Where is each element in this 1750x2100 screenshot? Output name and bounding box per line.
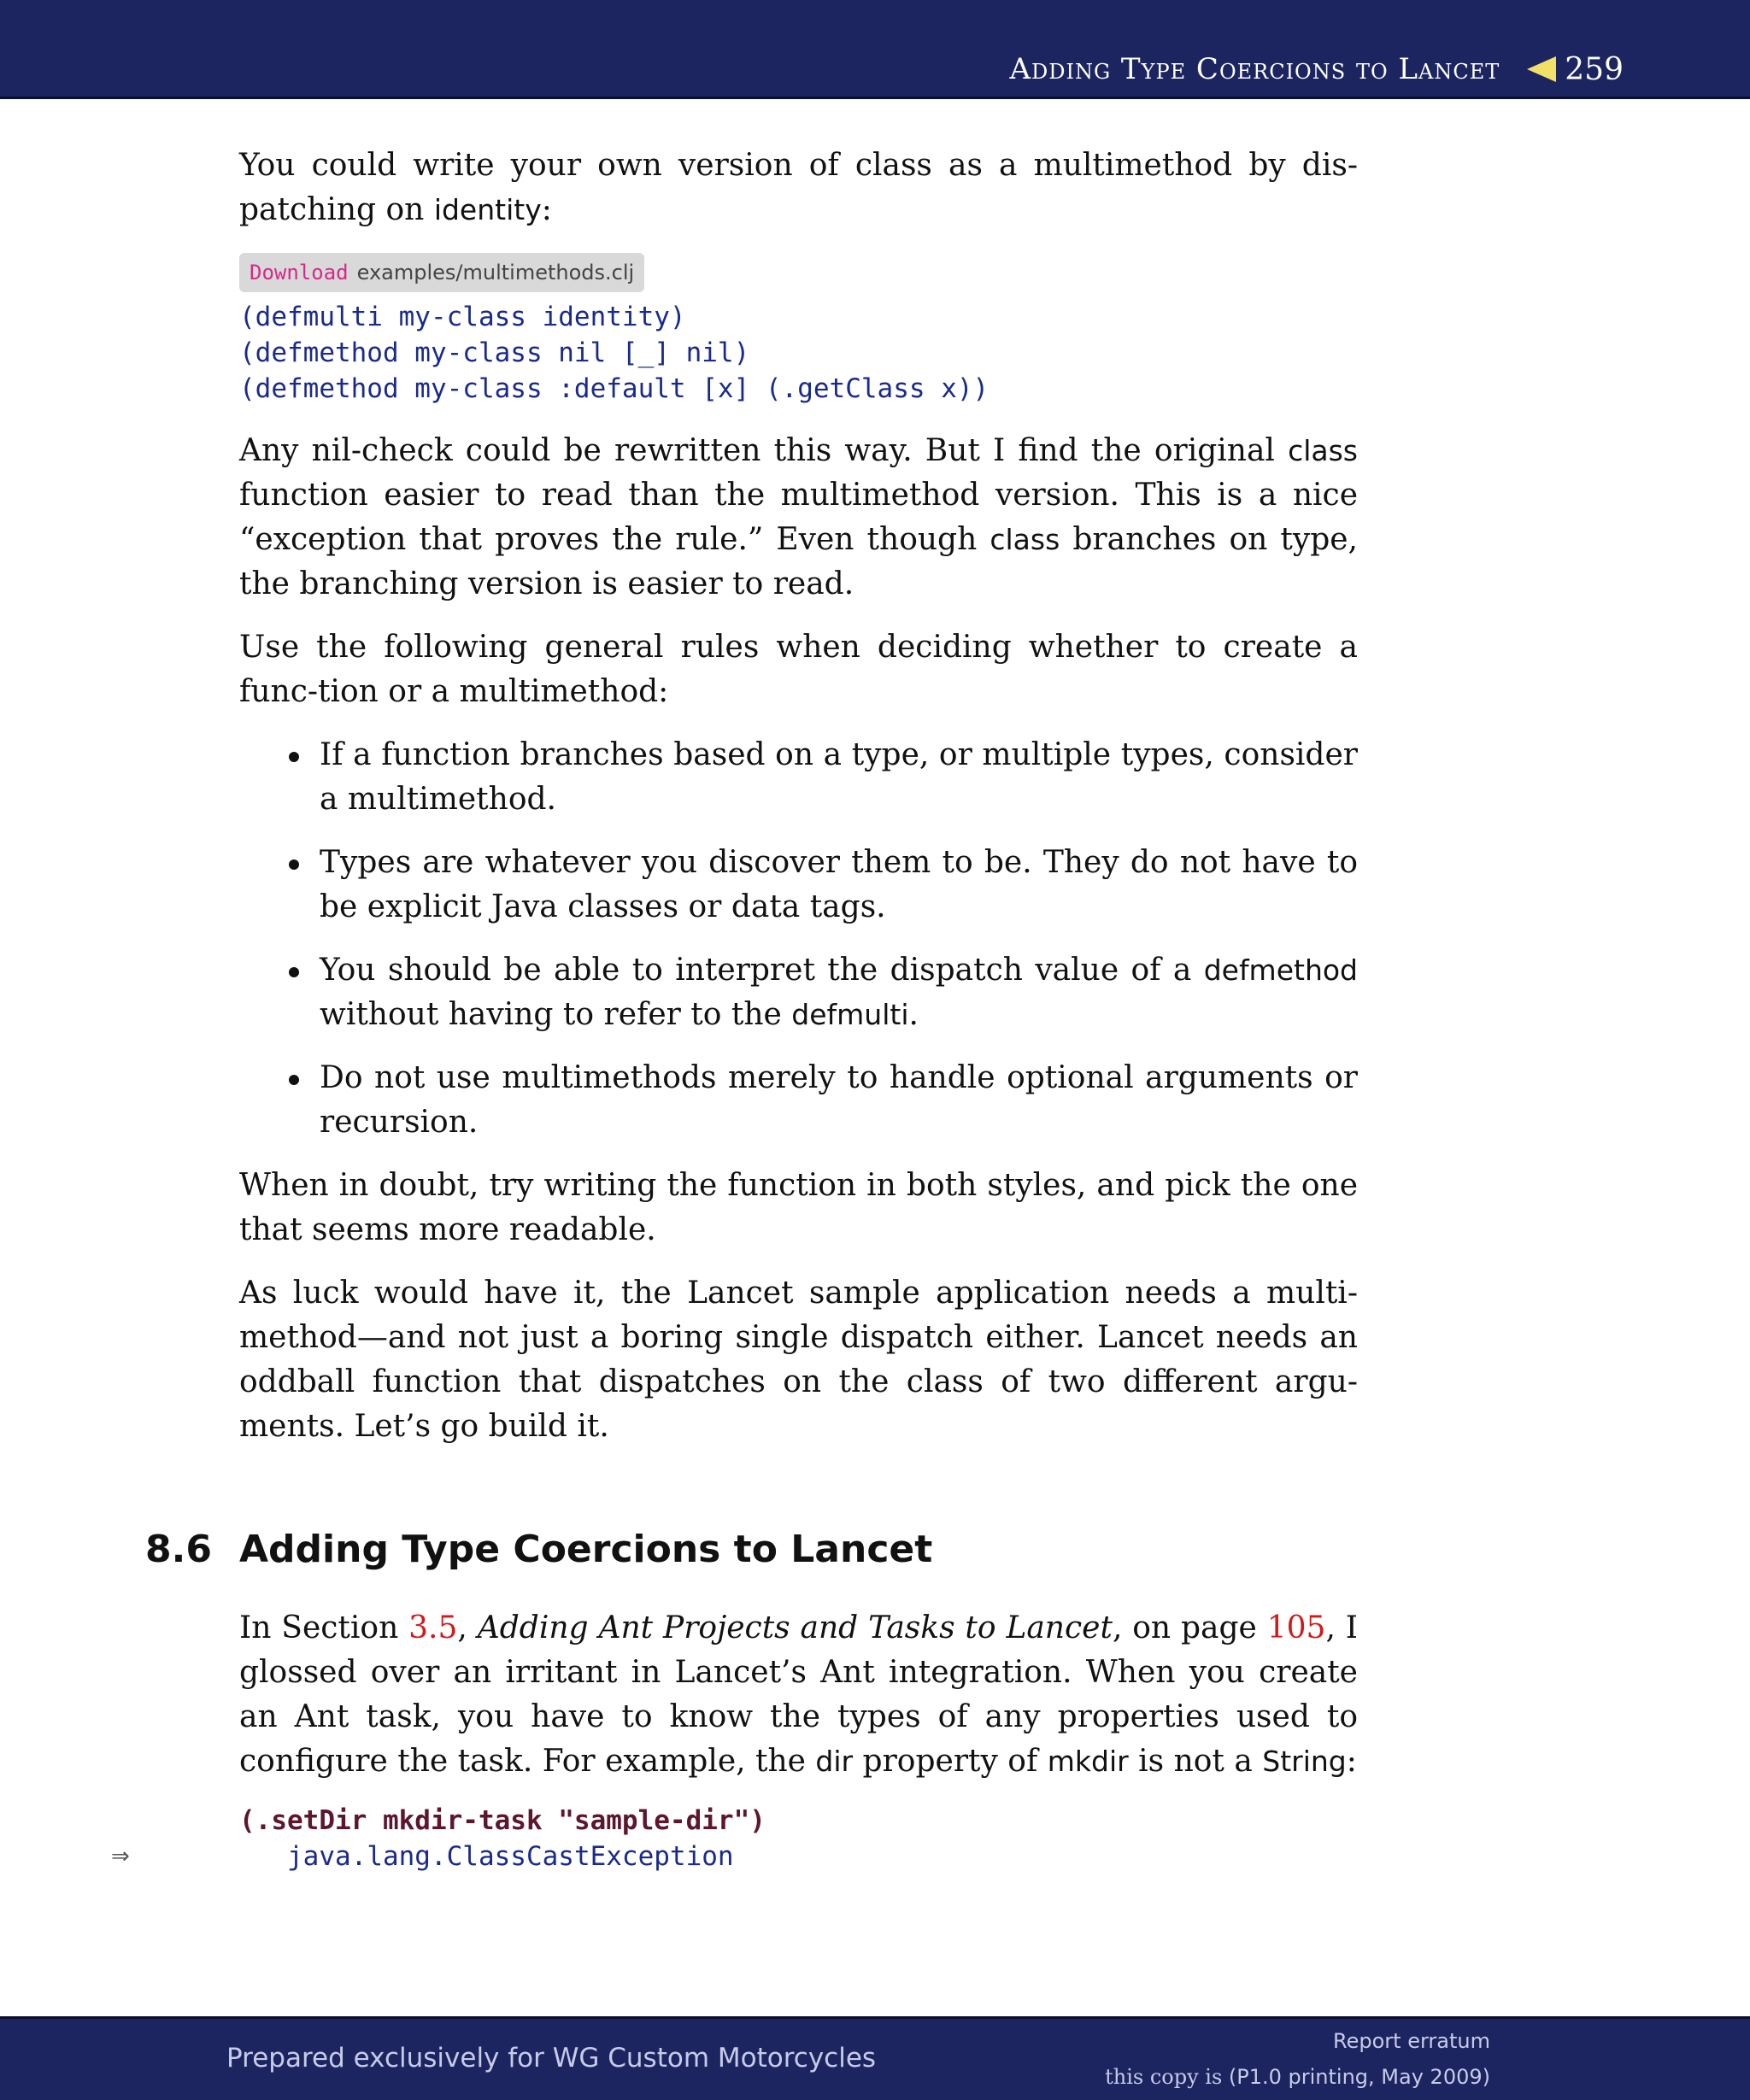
repl-output (111, 1839, 1358, 1874)
list-item-text: If a function branches based on a type, or multiple types, consider a multimethod. (320, 737, 1358, 817)
text: Any nil-check could be rewritten this way. But I find the original (239, 433, 1289, 468)
repl-output-text: java.lang.ClassCastException (287, 1841, 734, 1872)
text: property of (853, 1744, 1048, 1779)
text: , (457, 1610, 478, 1645)
list-item-text: . (908, 997, 919, 1032)
text: , I glossed over an irritant in Lancet’s Ant integration. When you create an Ant task, you have to know the types of any properties used to configure the task. For example, the (239, 1610, 1358, 1779)
download-link[interactable]: Download (250, 261, 349, 284)
list-item (239, 733, 1358, 822)
running-title: Adding Type Coercions to Lancet (1009, 52, 1500, 86)
paragraph-lancet-needs: As luck would have it, the Lancet sample application needs a multi-method—and not just a boring single dispatch either. Lancet needs an oddball function that dispatches on the class of two different argu-ments. Let’s go build it. (239, 1276, 1358, 1444)
inline-code-identity: identity (433, 193, 542, 226)
printing-info (1105, 2065, 1490, 2089)
output-arrow-icon: ⇒ (111, 1844, 130, 1869)
text: : (1346, 1744, 1357, 1779)
prepared-for-notice: Prepared exclusively for WG Custom Motorcycles (226, 2043, 877, 2074)
report-erratum-link[interactable]: Report erratum (1333, 2029, 1490, 2053)
rules-list (239, 733, 1358, 1145)
section-heading (145, 1528, 1427, 1571)
printing-info-version: (P1.0 printing, May 2009) (1228, 2065, 1490, 2089)
section-content (111, 1606, 1358, 1874)
paragraph-when-in-doubt: When in doubt, try writing the function in both styles, and pick the one that seems more readable. (239, 1168, 1358, 1247)
list-item-text: Do not use multimethods merely to handle optional arguments or recursion. (320, 1060, 1358, 1140)
list-item-text: Types are whatever you discover them to be. They do not have to be explicit Java classes or data tags. (320, 845, 1358, 924)
inline-code-defmethod: defmethod (1203, 953, 1358, 987)
page-reference-link[interactable]: 105 (1266, 1610, 1326, 1645)
inline-code-class: class (990, 523, 1060, 556)
bullet-icon (289, 967, 299, 977)
list-item (239, 841, 1358, 930)
paragraph-multimethod-class (239, 144, 1358, 232)
text: branches on type, the branching version is easier to read. (239, 522, 1358, 601)
repl-input: (.setDir mkdir-task "sample-dir") (239, 1805, 766, 1836)
inline-code-class: class (1288, 434, 1358, 467)
list-item-text: without having to refer to the (320, 997, 792, 1032)
section-title: Adding Type Coercions to Lancet (239, 1528, 933, 1571)
download-bar[interactable] (239, 253, 644, 292)
footer-bar (0, 2016, 1750, 2100)
page-number: 259 (1565, 51, 1624, 87)
list-item (239, 1056, 1358, 1145)
text: , on page (1112, 1610, 1267, 1645)
text: : (541, 192, 552, 227)
main-content (239, 144, 1358, 1468)
code-block-multimethods (239, 299, 1358, 407)
download-file-path: examples/multimethods.clj (356, 261, 635, 284)
list-item-text: You should be able to interpret the dispatch value of a (320, 953, 1204, 988)
bullet-icon (289, 1075, 299, 1085)
paragraph-nil-check (239, 429, 1358, 607)
running-head (1009, 48, 1624, 91)
bullet-icon (289, 752, 299, 762)
running-header-bar (0, 0, 1750, 99)
section-title-reference: Adding Ant Projects and Tasks to Lancet (477, 1610, 1113, 1645)
paragraph-ant-integration (239, 1606, 1358, 1784)
list-item (239, 948, 1358, 1037)
section-number: 8.6 (145, 1528, 212, 1571)
inline-code-string: String (1262, 1745, 1347, 1778)
printing-info-prefix: this copy is (1105, 2065, 1229, 2089)
bullet-icon (289, 859, 299, 870)
code-line: (defmethod my-class nil [_] nil) (239, 337, 750, 368)
inline-code-dir: dir (815, 1745, 854, 1778)
section-reference-link[interactable]: 3.5 (408, 1610, 458, 1645)
text: You could write your own version of class as a multimethod by dis-patching on (239, 148, 1358, 227)
code-line: (defmulti my-class identity) (239, 302, 686, 332)
inline-code-defmulti: defmulti (791, 998, 909, 1031)
code-line: (defmethod my-class :default [x] (.getClass x)) (239, 373, 990, 404)
inline-code-mkdir: mkdir (1047, 1745, 1129, 1778)
text: is not a (1128, 1744, 1263, 1779)
paragraph-general-rules: Use the following general rules when deciding whether to create a func-tion or a multimethod: (239, 630, 1358, 709)
previous-page-triangle-icon[interactable] (1527, 56, 1556, 82)
text: In Section (239, 1610, 409, 1645)
text: function easier to read than the multimethod version. This is a nice “exception that proves the rule.” Even though (239, 478, 1358, 557)
